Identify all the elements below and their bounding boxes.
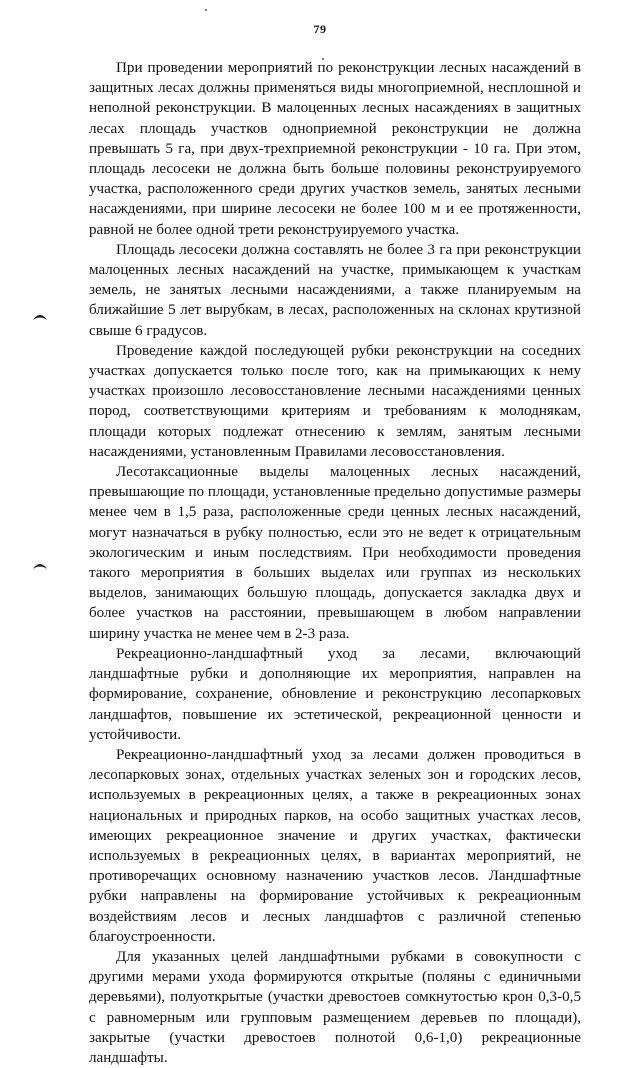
scan-speck — [205, 9, 207, 11]
paragraph: Для указанных целей ландшафтными рубками в совокупности с другими мерами ухода формируются открытые (поляны с единичными деревьями), полуоткрытые (участки древостоев сомкнутостью крон 0,3-0,5 с равномерным или групповым размещением деревьев по площади), закрытые (участки древостоев полнотой 0,6-1,0) рекреационные ландшафты. — [89, 948, 581, 1066]
paragraph: Рекреационно-ландшафтный уход за лесами должен проводиться в лесопарковых зонах, отдельных участках зеленых зон и городских лесов, используемых в рекреационных целях, а также в рекреационных зонах национальных и природных парков, на особо защитных участках лесов, имеющих рекреационное значение и других участках, фактически используемых в рекреационных целях, в вариантах мероприятий, не противоречащих основному назначению участков лесов. Ландшафтные рубки направлены на формирование устойчивых к рекреационным воздействиям лесов и лесных ландшафтов с различной степенью благоустроенности. — [89, 746, 581, 945]
page-number: 79 — [313, 22, 327, 36]
paragraph: Проведение каждой последующей рубки реконструкции на соседних участках допускается только после того, как на примыкающих к нему участках произошло лесовосстановление лесными насаждениями ценных пород, соответствующими критериям и требованиям к молоднякам, площади которых подлежат отнесению к землям, занятым лесными насаждениями, установленным Правилами лесовосстановления. — [89, 342, 581, 460]
paragraph: При проведении мероприятий по реконструкции лесных насаждений в защитных лесах должны применяться виды многоприемной, несплошной и неполной реконструкции. В малоценных лесных насаждениях в защитных лесах площадь участков одноприемной реконструкции не должна превышать 5 га, при двух-трехприемной реконструкции - 10 га. При этом, площадь лесосеки не должна быть больше половины реконструируемого участка, расположенного среди других участков земель, занятых лесными насаждениями, при ширине лесосеки не более 100 м и ее протяженности, равной не более одной трети реконструируемого участка. — [89, 60, 581, 238]
body-text — [89, 58, 581, 1068]
paragraph: Лесотаксационные выделы малоценных лесных насаждений, превышающие по площади, установленные предельно допустимые размеры менее чем в 1,5 раза, расположенные среди ценных лесных насаждений, могут назначаться в рубку полностью, если это не ведет к отрицательным экологическим и иным последствиям. При необходимости проведения такого мероприятия в больших выделах или группах из нескольких выделов, занимающих большую площадь, допускается закладка двух и более участков на расстоянии, превышающем в любом направлении ширину участка не менее чем в 2-3 раза. — [89, 464, 581, 642]
binding-hole-mark — [32, 561, 48, 570]
paragraph: Площадь лесосеки должна составлять не более 3 га при реконструкции малоценных лесных насаждений на участке, примыкающем к участкам земель, не занятых лесными насаждениями, а также планируемым на ближайшие 5 лет вырубкам, в лесах, расположенных на склонах крутизной свыше 6 градусов. — [89, 241, 581, 339]
paragraph: Рекреационно-ландшафтный уход за лесами, включающий ландшафтные рубки и дополняющие их мероприятия, направлен на формирование, сохранение, обновление и реконструкцию лесопарковых ландшафтов, повышение их эстетической, рекреационной ценности и устойчивости. — [89, 645, 581, 743]
binding-hole-mark — [32, 312, 48, 321]
